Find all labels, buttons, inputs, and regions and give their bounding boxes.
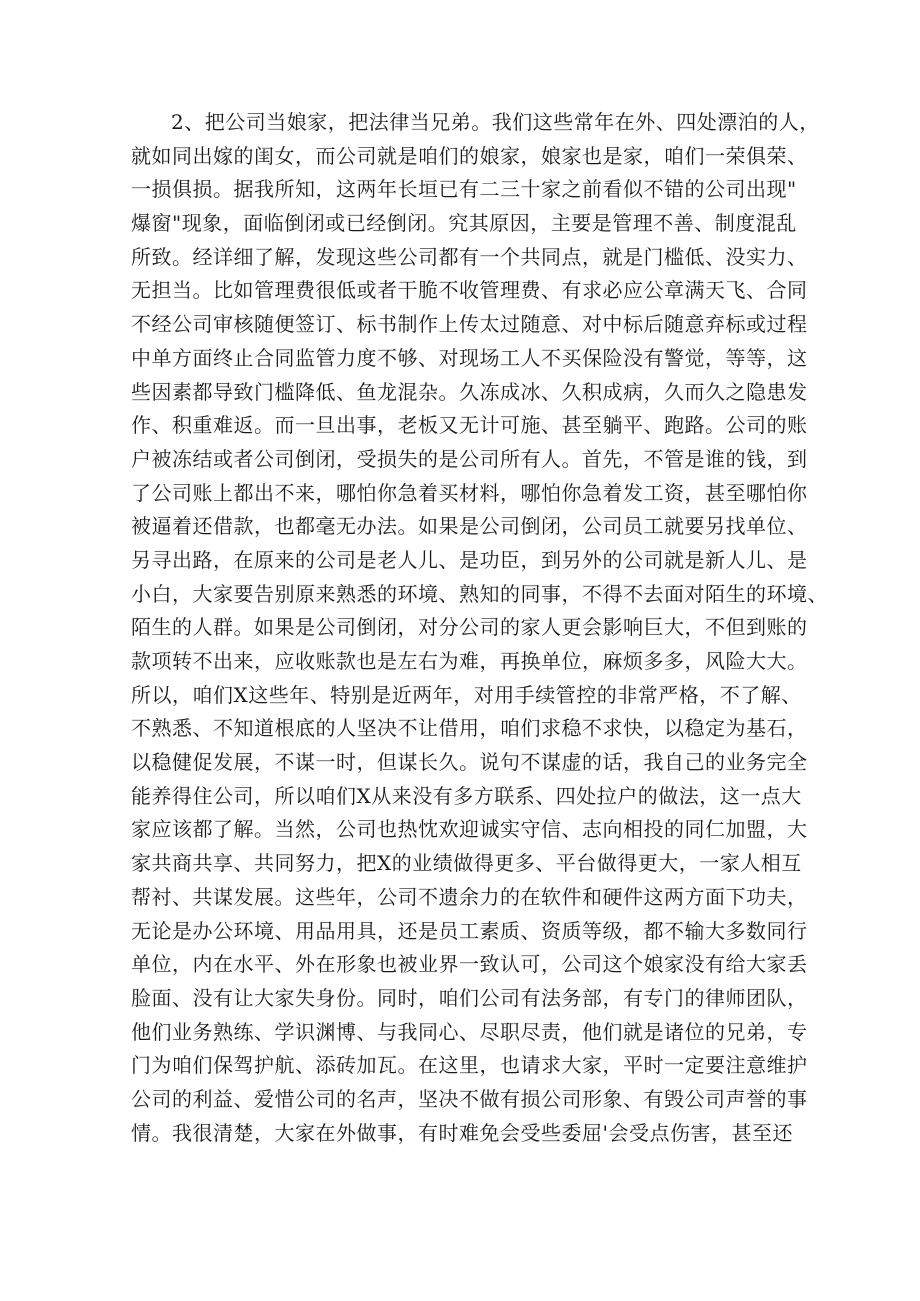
paragraph-line: 2、把公司当娘家，把法律当兄弟。我们这些常年在外、四处漂泊的人， xyxy=(171,110,820,134)
paragraph-line: 另寻出路，在原来的公司是老人儿、是功臣，到另外的公司就是新人儿、是 xyxy=(131,547,808,572)
paragraph-line: 款项转不出来，应收账款也是左右为难，再换单位，麻烦多多，风险大大。 xyxy=(131,649,808,673)
paragraph-line: 能养得住公司，所以咱们X从来没有多方联系、四处拉户的做法，这一点大 xyxy=(131,783,802,808)
paragraph-line: 无担当。比如管理费很低或者干脆不收管理费、有求必应公章满天飞、合同 xyxy=(131,278,808,303)
paragraph-line: 情。我很清楚，大家在外做事，有时难免会受些委屈'会受点伤害，甚至还 xyxy=(131,1120,793,1145)
paragraph-line: 不经公司审核随便签订、标书制作上传太过随意、对中标后随意弃标或过程 xyxy=(131,312,808,337)
paragraph-line: 单位，内在水平、外在形象也被业界一致认可，公司这个娘家没有给大家丢 xyxy=(131,952,808,977)
paragraph-line: 不熟悉、不知道根底的人坚决不让借用，咱们求稳不求快，以稳定为基石， xyxy=(131,716,808,741)
paragraph-line: 爆窗"现象，面临倒闭或已经倒闭。究其原因，主要是管理不善、制度混乱 xyxy=(131,211,797,236)
paragraph-line: 他们业务熟练、学识渊博、与我同心、尽职尽责，他们就是诸位的兄弟，专 xyxy=(131,1019,808,1044)
paragraph-line: 一损俱损。据我所知，这两年长垣已有二三十家之前看似不错的公司出现" xyxy=(131,177,797,202)
paragraph-line: 帮衬、共谋发展。这些年，公司不遗余力的在软件和硬件这两方面下功夫， xyxy=(131,884,808,909)
paragraph-line: 公司的利益、爱惜公司的名声，坚决不做有损公司形象、有毁公司声誉的事 xyxy=(131,1086,808,1111)
paragraph-line: 所以，咱们X这些年、特别是近两年，对用手续管控的非常严格，不了解、 xyxy=(131,682,802,707)
paragraph-line: 些因素都导致门槛降低、鱼龙混杂。久冻成冰、久积成病，久而久之隐患发 xyxy=(131,379,808,404)
paragraph-line: 家应该都了解。当然，公司也热忱欢迎诚实守信、志向相投的同仁加盟，大 xyxy=(131,817,808,842)
paragraph-line: 就如同出嫁的闺女，而公司就是咱们的娘家，娘家也是家，咱们一荣俱荣、 xyxy=(131,143,808,168)
paragraph-line: 小白，大家要告别原来熟悉的环境、熟知的同事，不得不去面对陌生的环境、 xyxy=(131,581,828,606)
paragraph-line: 作、积重难返。而一旦出事，老板又无计可施、甚至躺平、跑路。公司的账 xyxy=(131,413,808,438)
paragraph-line: 门为咱们保驾护航、添砖加瓦。在这里，也请求大家，平时一定要注意维护 xyxy=(131,1053,808,1078)
paragraph-line: 被逼着还借款，也都毫无办法。如果是公司倒闭，公司员工就要另找单位、 xyxy=(131,514,808,539)
paragraph-line: 所致。经详细了解，发现这些公司都有一个共同点，就是门槛低、没实力、 xyxy=(131,244,808,269)
paragraph-line: 家共商共享、共同努力，把X的业绩做得更多、平台做得更大，一家人相互 xyxy=(131,851,802,876)
paragraph-line: 无论是办公环境、用品用具，还是员工素质、资质等级，都不输大多数同行 xyxy=(131,918,808,943)
paragraph-line: 户被冻结或者公司倒闭，受损失的是公司所有人。首先，不管是谁的钱，到 xyxy=(131,446,808,471)
paragraph-line: 了公司账上都出不来，哪怕你急着买材料，哪怕你急着发工资，甚至哪怕你 xyxy=(131,480,808,505)
body-paragraph xyxy=(131,106,828,1150)
paragraph-line: 以稳健促发展，不谋一时，但谋长久。说句不谋虚的话，我自己的业务完全 xyxy=(131,750,808,775)
paragraph-line: 中单方面终止合同监管力度不够、对现场工人不买保险没有警觉，等等，这 xyxy=(131,345,808,370)
paragraph-line: 陌生的人群。如果是公司倒闭，对分公司的家人更会影响巨大，不但到账的 xyxy=(131,615,808,640)
paragraph-line: 脸面、没有让大家失身份。同时，咱们公司有法务部，有专门的律师团队， xyxy=(131,985,808,1010)
